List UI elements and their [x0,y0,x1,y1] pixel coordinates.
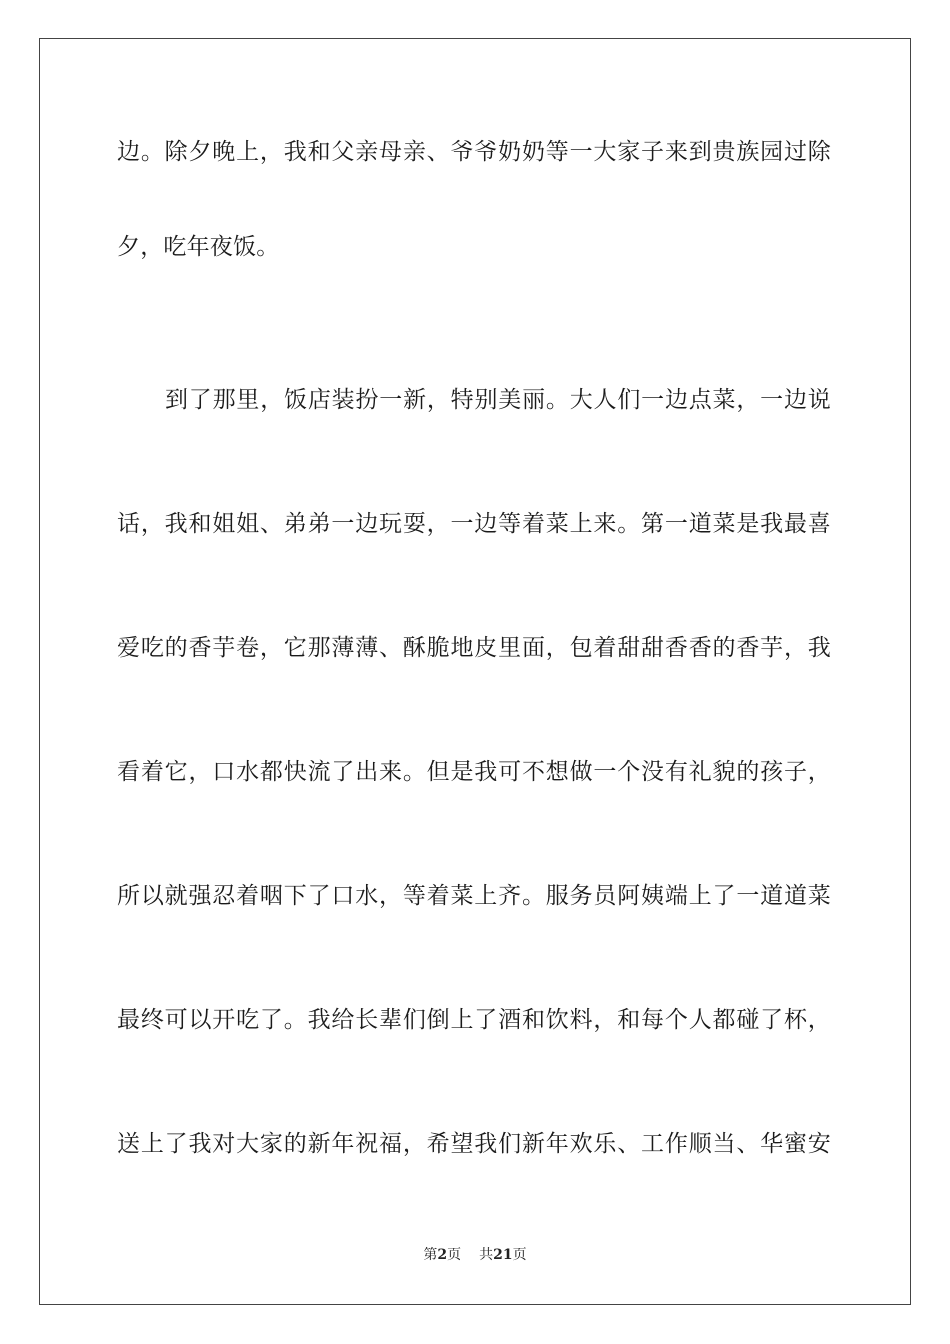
body-line-7: 所以就强忍着咽下了口水，等着菜上齐。服务员阿姨端上了一道道菜 [117,883,831,909]
page-suffix: 页 [447,1247,462,1263]
total-pages: 21 [493,1247,513,1263]
total-suffix: 页 [512,1247,527,1263]
body-line-6: 看着它，口水都快流了出来。但是我可不想做一个没有礼貌的孩子， [117,759,831,785]
body-line-1: 边。除夕晚上，我和父亲母亲、爷爷奶奶等一大家子来到贵族园过除 [117,139,831,165]
total-prefix: 共 [479,1247,494,1263]
body-line-3: 到了那里，饭店装扮一新，特别美丽。大人们一边点菜，一边说 [165,387,831,413]
page-footer [0,1245,950,1265]
page-prefix: 第 [423,1247,438,1263]
page-number: 2 [437,1247,448,1263]
body-line-8: 最终可以开吃了。我给长辈们倒上了酒和饮料，和每个人都碰了杯， [117,1007,831,1033]
body-line-2: 夕，吃年夜饭。 [117,234,280,260]
page-border [39,38,911,1305]
body-line-5: 爱吃的香芋卷，它那薄薄、酥脆地皮里面，包着甜甜香香的香芋，我 [117,635,831,661]
body-line-9: 送上了我对大家的新年祝福，希望我们新年欢乐、工作顺当、华蜜安 [117,1131,831,1157]
body-line-4: 话，我和姐姐、弟弟一边玩耍，一边等着菜上来。第一道菜是我最喜 [117,511,831,537]
